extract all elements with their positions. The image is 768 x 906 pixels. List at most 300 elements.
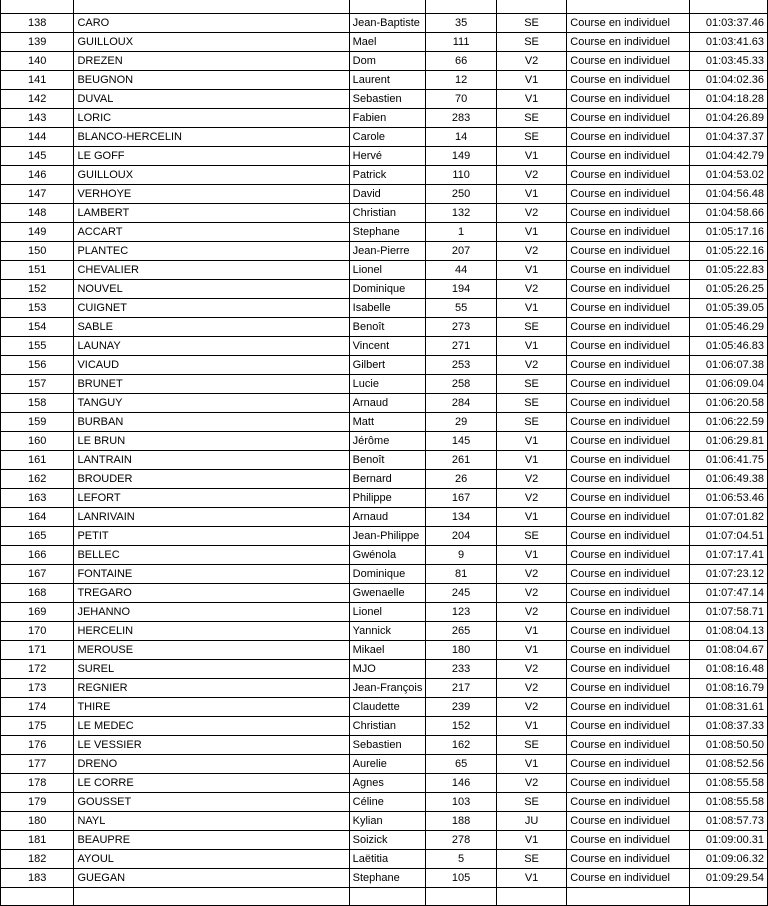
rank-cell: 182 bbox=[1, 850, 74, 869]
category-cell: V1 bbox=[496, 299, 566, 318]
rank-cell: 155 bbox=[1, 337, 74, 356]
rank-cell: 161 bbox=[1, 451, 74, 470]
time-cell: 01:08:04.67 bbox=[690, 641, 768, 660]
lastname-cell: SABLE bbox=[74, 318, 349, 337]
time-cell: 01:07:17.41 bbox=[690, 546, 768, 565]
rank-cell: 178 bbox=[1, 774, 74, 793]
firstname-cell: Arnaud bbox=[349, 394, 426, 413]
bib-cell: 188 bbox=[426, 812, 497, 831]
lastname-cell: FONTAINE bbox=[74, 565, 349, 584]
bib-cell: 66 bbox=[426, 52, 497, 71]
race-cell: Course en individuel bbox=[567, 603, 690, 622]
category-cell: SE bbox=[496, 14, 566, 33]
table-row bbox=[1, 508, 768, 527]
time-cell: 01:07:01.82 bbox=[690, 508, 768, 527]
table-row bbox=[1, 280, 768, 299]
category-cell: V1 bbox=[496, 337, 566, 356]
rank-cell: 168 bbox=[1, 584, 74, 603]
rank-cell: 176 bbox=[1, 736, 74, 755]
lastname-cell: LANRIVAIN bbox=[74, 508, 349, 527]
rank-cell: 145 bbox=[1, 147, 74, 166]
race-cell: Course en individuel bbox=[567, 166, 690, 185]
race-cell: Course en individuel bbox=[567, 641, 690, 660]
firstname-cell: Sebastien bbox=[349, 90, 426, 109]
lastname-cell: LAMBERT bbox=[74, 204, 349, 223]
time-cell: 01:09:00.31 bbox=[690, 831, 768, 850]
category-cell: SE bbox=[496, 33, 566, 52]
bib-cell: 29 bbox=[426, 413, 497, 432]
race-cell: Course en individuel bbox=[567, 850, 690, 869]
bib-cell: 258 bbox=[426, 375, 497, 394]
rank-cell: 170 bbox=[1, 622, 74, 641]
firstname-cell: Jean-François bbox=[349, 679, 426, 698]
firstname-cell: Dominique bbox=[349, 565, 426, 584]
firstname-cell: Arnaud bbox=[349, 508, 426, 527]
rank-cell: 150 bbox=[1, 242, 74, 261]
bib-cell: 278 bbox=[426, 831, 497, 850]
firstname-cell: Jean-Philippe bbox=[349, 527, 426, 546]
firstname-cell: Agnes bbox=[349, 774, 426, 793]
time-cell: 01:04:42.79 bbox=[690, 147, 768, 166]
lastname-cell: LORIC bbox=[74, 109, 349, 128]
category-cell: V2 bbox=[496, 489, 566, 508]
bib-cell: 194 bbox=[426, 280, 497, 299]
category-cell: V2 bbox=[496, 166, 566, 185]
table-row bbox=[1, 0, 768, 14]
race-cell: Course en individuel bbox=[567, 356, 690, 375]
time-cell: 01:06:53.46 bbox=[690, 489, 768, 508]
category-cell: V2 bbox=[496, 660, 566, 679]
category-cell: V2 bbox=[496, 470, 566, 489]
rank-cell: 169 bbox=[1, 603, 74, 622]
lastname-cell: LE CORRE bbox=[74, 774, 349, 793]
category-cell: SE bbox=[496, 128, 566, 147]
race-cell: Course en individuel bbox=[567, 185, 690, 204]
race-cell: Course en individuel bbox=[567, 71, 690, 90]
lastname-cell: ACCART bbox=[74, 223, 349, 242]
time-cell: 01:08:04.13 bbox=[690, 622, 768, 641]
lastname-cell: TANGUY bbox=[74, 394, 349, 413]
time-cell: 01:05:46.29 bbox=[690, 318, 768, 337]
firstname-cell: Yannick bbox=[349, 622, 426, 641]
time-cell: 01:08:55.58 bbox=[690, 774, 768, 793]
firstname-cell: Gwenaelle bbox=[349, 584, 426, 603]
firstname-cell: Laurent bbox=[349, 71, 426, 90]
race-cell: Course en individuel bbox=[567, 432, 690, 451]
table-row bbox=[1, 869, 768, 888]
firstname-cell bbox=[349, 0, 426, 14]
table-row bbox=[1, 470, 768, 489]
firstname-cell: Philippe bbox=[349, 489, 426, 508]
bib-cell: 1 bbox=[426, 223, 497, 242]
time-cell: 01:04:58.66 bbox=[690, 204, 768, 223]
category-cell: SE bbox=[496, 109, 566, 128]
firstname-cell: MJO bbox=[349, 660, 426, 679]
category-cell: V2 bbox=[496, 280, 566, 299]
race-cell: Course en individuel bbox=[567, 812, 690, 831]
bib-cell: 105 bbox=[426, 869, 497, 888]
table-row bbox=[1, 812, 768, 831]
firstname-cell: Christian bbox=[349, 717, 426, 736]
rank-cell: 144 bbox=[1, 128, 74, 147]
category-cell: V1 bbox=[496, 622, 566, 641]
category-cell: V1 bbox=[496, 223, 566, 242]
bib-cell: 273 bbox=[426, 318, 497, 337]
firstname-cell: Lucie bbox=[349, 375, 426, 394]
firstname-cell: Benoît bbox=[349, 451, 426, 470]
lastname-cell: NOUVEL bbox=[74, 280, 349, 299]
rank-cell: 179 bbox=[1, 793, 74, 812]
race-cell: Course en individuel bbox=[567, 717, 690, 736]
category-cell: SE bbox=[496, 850, 566, 869]
bib-cell: 145 bbox=[426, 432, 497, 451]
race-cell: Course en individuel bbox=[567, 831, 690, 850]
firstname-cell: Christian bbox=[349, 204, 426, 223]
category-cell: V1 bbox=[496, 185, 566, 204]
table-row bbox=[1, 584, 768, 603]
lastname-cell: BEUGNON bbox=[74, 71, 349, 90]
time-cell: 01:06:07.38 bbox=[690, 356, 768, 375]
race-cell: Course en individuel bbox=[567, 280, 690, 299]
lastname-cell: BROUDER bbox=[74, 470, 349, 489]
firstname-cell: Patrick bbox=[349, 166, 426, 185]
time-cell: 01:09:06.32 bbox=[690, 850, 768, 869]
rank-cell: 164 bbox=[1, 508, 74, 527]
category-cell: V2 bbox=[496, 679, 566, 698]
time-cell: 01:04:26.89 bbox=[690, 109, 768, 128]
time-cell: 01:03:41.63 bbox=[690, 33, 768, 52]
time-cell: 01:07:58.71 bbox=[690, 603, 768, 622]
category-cell: V1 bbox=[496, 432, 566, 451]
race-cell: Course en individuel bbox=[567, 546, 690, 565]
time-cell: 01:08:37.33 bbox=[690, 717, 768, 736]
race-cell: Course en individuel bbox=[567, 147, 690, 166]
bib-cell: 180 bbox=[426, 641, 497, 660]
firstname-cell: Sebastien bbox=[349, 736, 426, 755]
table-row bbox=[1, 337, 768, 356]
firstname-cell: Hervé bbox=[349, 147, 426, 166]
table-row bbox=[1, 774, 768, 793]
lastname-cell: HERCELIN bbox=[74, 622, 349, 641]
firstname-cell: Lionel bbox=[349, 603, 426, 622]
table-row bbox=[1, 33, 768, 52]
race-cell: Course en individuel bbox=[567, 375, 690, 394]
category-cell bbox=[496, 888, 566, 906]
time-cell: 01:08:57.73 bbox=[690, 812, 768, 831]
race-cell: Course en individuel bbox=[567, 470, 690, 489]
bib-cell: 26 bbox=[426, 470, 497, 489]
race-cell: Course en individuel bbox=[567, 128, 690, 147]
time-cell: 01:07:23.12 bbox=[690, 565, 768, 584]
firstname-cell: Stephane bbox=[349, 223, 426, 242]
firstname-cell: Benoît bbox=[349, 318, 426, 337]
bib-cell: 162 bbox=[426, 736, 497, 755]
category-cell: SE bbox=[496, 413, 566, 432]
table-row bbox=[1, 375, 768, 394]
lastname-cell: BRUNET bbox=[74, 375, 349, 394]
rank-cell: 183 bbox=[1, 869, 74, 888]
race-cell: Course en individuel bbox=[567, 413, 690, 432]
firstname-cell: Vincent bbox=[349, 337, 426, 356]
lastname-cell bbox=[74, 888, 349, 906]
rank-cell: 175 bbox=[1, 717, 74, 736]
race-cell: Course en individuel bbox=[567, 489, 690, 508]
lastname-cell: CHEVALIER bbox=[74, 261, 349, 280]
table-row bbox=[1, 565, 768, 584]
race-cell: Course en individuel bbox=[567, 660, 690, 679]
rank-cell: 152 bbox=[1, 280, 74, 299]
category-cell: V1 bbox=[496, 71, 566, 90]
lastname-cell: LE GOFF bbox=[74, 147, 349, 166]
race-cell: Course en individuel bbox=[567, 337, 690, 356]
bib-cell: 207 bbox=[426, 242, 497, 261]
firstname-cell bbox=[349, 888, 426, 906]
table-row bbox=[1, 166, 768, 185]
lastname-cell: LANTRAIN bbox=[74, 451, 349, 470]
rank-cell: 143 bbox=[1, 109, 74, 128]
race-cell: Course en individuel bbox=[567, 223, 690, 242]
category-cell: V2 bbox=[496, 204, 566, 223]
bib-cell: 253 bbox=[426, 356, 497, 375]
time-cell: 01:06:20.58 bbox=[690, 394, 768, 413]
rank-cell: 140 bbox=[1, 52, 74, 71]
table-row bbox=[1, 204, 768, 223]
lastname-cell: LE BRUN bbox=[74, 432, 349, 451]
firstname-cell: Claudette bbox=[349, 698, 426, 717]
table-row bbox=[1, 755, 768, 774]
bib-cell: 123 bbox=[426, 603, 497, 622]
table-row bbox=[1, 698, 768, 717]
table-row bbox=[1, 888, 768, 906]
lastname-cell: DUVAL bbox=[74, 90, 349, 109]
firstname-cell: Kylian bbox=[349, 812, 426, 831]
lastname-cell: GUILLOUX bbox=[74, 166, 349, 185]
race-cell: Course en individuel bbox=[567, 679, 690, 698]
category-cell: V1 bbox=[496, 261, 566, 280]
bib-cell: 70 bbox=[426, 90, 497, 109]
firstname-cell: Bernard bbox=[349, 470, 426, 489]
rank-cell: 174 bbox=[1, 698, 74, 717]
category-cell: V2 bbox=[496, 698, 566, 717]
time-cell: 01:05:39.05 bbox=[690, 299, 768, 318]
category-cell: V1 bbox=[496, 451, 566, 470]
category-cell: V2 bbox=[496, 52, 566, 71]
firstname-cell: Isabelle bbox=[349, 299, 426, 318]
lastname-cell: LAUNAY bbox=[74, 337, 349, 356]
time-cell: 01:05:17.16 bbox=[690, 223, 768, 242]
rank-cell: 173 bbox=[1, 679, 74, 698]
time-cell: 01:05:26.25 bbox=[690, 280, 768, 299]
bib-cell: 65 bbox=[426, 755, 497, 774]
rank-cell: 159 bbox=[1, 413, 74, 432]
bib-cell: 146 bbox=[426, 774, 497, 793]
rank-cell: 151 bbox=[1, 261, 74, 280]
time-cell: 01:08:52.56 bbox=[690, 755, 768, 774]
race-cell: Course en individuel bbox=[567, 33, 690, 52]
lastname-cell: PLANTEC bbox=[74, 242, 349, 261]
results-body bbox=[1, 0, 768, 906]
table-row bbox=[1, 603, 768, 622]
bib-cell: 167 bbox=[426, 489, 497, 508]
firstname-cell: Laëtitia bbox=[349, 850, 426, 869]
firstname-cell: Carole bbox=[349, 128, 426, 147]
bib-cell: 44 bbox=[426, 261, 497, 280]
firstname-cell: Aurelie bbox=[349, 755, 426, 774]
lastname-cell: CARO bbox=[74, 14, 349, 33]
category-cell: V1 bbox=[496, 90, 566, 109]
table-row bbox=[1, 736, 768, 755]
category-cell: V2 bbox=[496, 242, 566, 261]
bib-cell: 5 bbox=[426, 850, 497, 869]
bib-cell: 283 bbox=[426, 109, 497, 128]
time-cell: 01:09:29.54 bbox=[690, 869, 768, 888]
race-cell: Course en individuel bbox=[567, 14, 690, 33]
time-cell: 01:08:16.79 bbox=[690, 679, 768, 698]
bib-cell: 149 bbox=[426, 147, 497, 166]
lastname-cell: BURBAN bbox=[74, 413, 349, 432]
category-cell: V1 bbox=[496, 831, 566, 850]
time-cell: 01:06:09.04 bbox=[690, 375, 768, 394]
race-cell: Course en individuel bbox=[567, 299, 690, 318]
rank-cell: 160 bbox=[1, 432, 74, 451]
category-cell: SE bbox=[496, 318, 566, 337]
race-cell: Course en individuel bbox=[567, 204, 690, 223]
rank-cell: 163 bbox=[1, 489, 74, 508]
rank-cell: 142 bbox=[1, 90, 74, 109]
table-row bbox=[1, 90, 768, 109]
firstname-cell: Mikael bbox=[349, 641, 426, 660]
category-cell: V1 bbox=[496, 869, 566, 888]
lastname-cell: GUEGAN bbox=[74, 869, 349, 888]
lastname-cell: LE VESSIER bbox=[74, 736, 349, 755]
table-row bbox=[1, 831, 768, 850]
race-cell: Course en individuel bbox=[567, 565, 690, 584]
lastname-cell: LE MEDEC bbox=[74, 717, 349, 736]
bib-cell: 110 bbox=[426, 166, 497, 185]
bib-cell: 245 bbox=[426, 584, 497, 603]
time-cell: 01:06:41.75 bbox=[690, 451, 768, 470]
time-cell: 01:06:49.38 bbox=[690, 470, 768, 489]
lastname-cell: VICAUD bbox=[74, 356, 349, 375]
category-cell: V2 bbox=[496, 584, 566, 603]
race-cell: Course en individuel bbox=[567, 52, 690, 71]
race-cell: Course en individuel bbox=[567, 774, 690, 793]
bib-cell: 261 bbox=[426, 451, 497, 470]
category-cell: V2 bbox=[496, 774, 566, 793]
table-row bbox=[1, 223, 768, 242]
time-cell: 01:06:29.81 bbox=[690, 432, 768, 451]
race-cell bbox=[567, 888, 690, 906]
rank-cell: 156 bbox=[1, 356, 74, 375]
table-row bbox=[1, 413, 768, 432]
lastname-cell: LEFORT bbox=[74, 489, 349, 508]
lastname-cell: BELLEC bbox=[74, 546, 349, 565]
time-cell: 01:04:53.02 bbox=[690, 166, 768, 185]
rank-cell: 148 bbox=[1, 204, 74, 223]
firstname-cell: Stephane bbox=[349, 869, 426, 888]
rank-cell: 139 bbox=[1, 33, 74, 52]
rank-cell: 177 bbox=[1, 755, 74, 774]
rank-cell: 181 bbox=[1, 831, 74, 850]
lastname-cell: REGNIER bbox=[74, 679, 349, 698]
rank-cell: 147 bbox=[1, 185, 74, 204]
bib-cell: 132 bbox=[426, 204, 497, 223]
bib-cell: 233 bbox=[426, 660, 497, 679]
table-row bbox=[1, 318, 768, 337]
rank-cell: 158 bbox=[1, 394, 74, 413]
firstname-cell: David bbox=[349, 185, 426, 204]
table-row bbox=[1, 185, 768, 204]
time-cell bbox=[690, 888, 768, 906]
time-cell bbox=[690, 0, 768, 14]
time-cell: 01:08:50.50 bbox=[690, 736, 768, 755]
race-cell: Course en individuel bbox=[567, 622, 690, 641]
category-cell: V1 bbox=[496, 641, 566, 660]
category-cell: SE bbox=[496, 375, 566, 394]
time-cell: 01:03:37.46 bbox=[690, 14, 768, 33]
lastname-cell: BEAUPRE bbox=[74, 831, 349, 850]
table-row bbox=[1, 641, 768, 660]
rank-cell: 166 bbox=[1, 546, 74, 565]
bib-cell bbox=[426, 0, 497, 14]
firstname-cell: Matt bbox=[349, 413, 426, 432]
table-row bbox=[1, 71, 768, 90]
table-row bbox=[1, 356, 768, 375]
table-row bbox=[1, 660, 768, 679]
rank-cell: 162 bbox=[1, 470, 74, 489]
bib-cell: 14 bbox=[426, 128, 497, 147]
rank-cell: 157 bbox=[1, 375, 74, 394]
time-cell: 01:05:46.83 bbox=[690, 337, 768, 356]
table-row bbox=[1, 451, 768, 470]
race-cell: Course en individuel bbox=[567, 755, 690, 774]
category-cell: V1 bbox=[496, 755, 566, 774]
category-cell: V1 bbox=[496, 508, 566, 527]
category-cell: SE bbox=[496, 527, 566, 546]
table-row bbox=[1, 52, 768, 71]
firstname-cell: Fabien bbox=[349, 109, 426, 128]
bib-cell: 103 bbox=[426, 793, 497, 812]
table-row bbox=[1, 147, 768, 166]
category-cell: V2 bbox=[496, 603, 566, 622]
race-cell: Course en individuel bbox=[567, 698, 690, 717]
lastname-cell: NAYL bbox=[74, 812, 349, 831]
race-cell: Course en individuel bbox=[567, 869, 690, 888]
table-row bbox=[1, 242, 768, 261]
rank-cell: 171 bbox=[1, 641, 74, 660]
table-row bbox=[1, 527, 768, 546]
firstname-cell: Lionel bbox=[349, 261, 426, 280]
category-cell: V1 bbox=[496, 717, 566, 736]
race-cell: Course en individuel bbox=[567, 90, 690, 109]
time-cell: 01:08:31.61 bbox=[690, 698, 768, 717]
firstname-cell: Gilbert bbox=[349, 356, 426, 375]
table-row bbox=[1, 394, 768, 413]
race-cell: Course en individuel bbox=[567, 584, 690, 603]
time-cell: 01:04:37.37 bbox=[690, 128, 768, 147]
category-cell: V2 bbox=[496, 565, 566, 584]
bib-cell: 9 bbox=[426, 546, 497, 565]
category-cell: V2 bbox=[496, 356, 566, 375]
rank-cell bbox=[1, 0, 74, 14]
category-cell bbox=[496, 0, 566, 14]
rank-cell: 149 bbox=[1, 223, 74, 242]
lastname-cell: DRENO bbox=[74, 755, 349, 774]
bib-cell: 111 bbox=[426, 33, 497, 52]
time-cell: 01:08:55.58 bbox=[690, 793, 768, 812]
table-row bbox=[1, 717, 768, 736]
time-cell: 01:08:16.48 bbox=[690, 660, 768, 679]
